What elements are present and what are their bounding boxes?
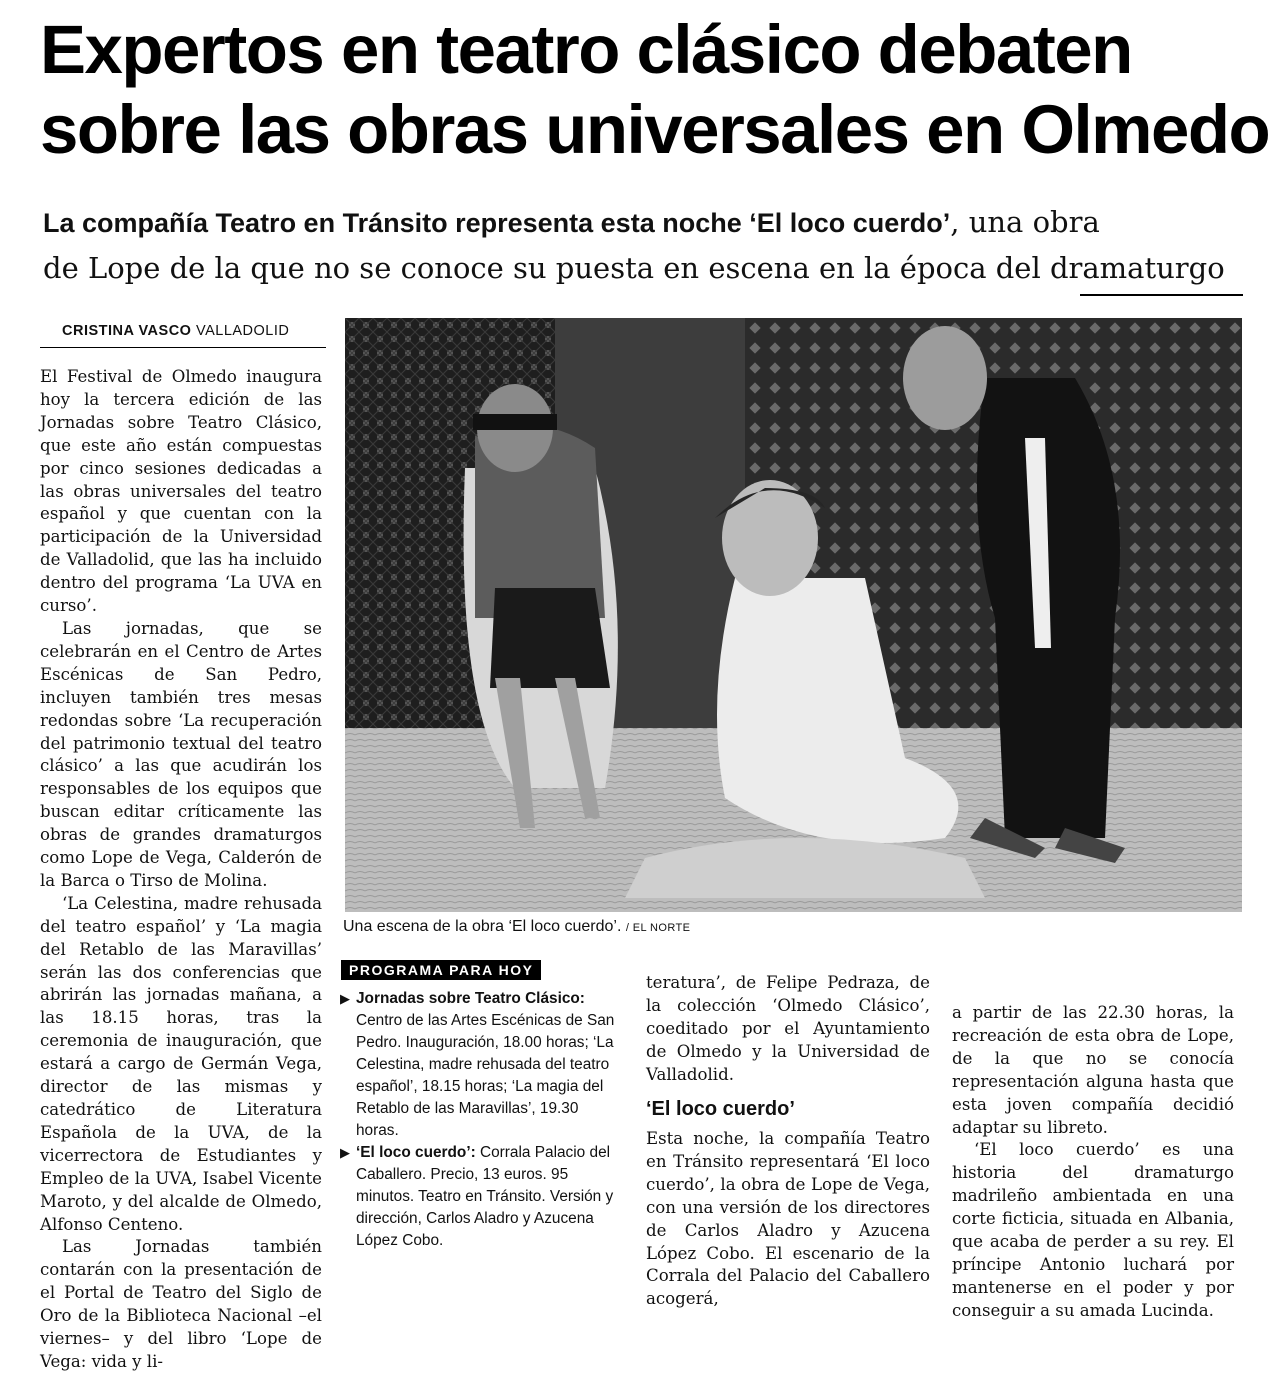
program-item <box>340 988 624 1142</box>
paragraph: Las jornadas, que se celebrarán en el Centro de Artes Escénicas de San Pedro, incluyen también tres mesas redondas sobre ‘La recuperación del patrimonio textual del teatro clásico’ a las que acudirán los responsables de los equipos que buscan editar críticamente las obras de grandes dramaturgos como Lope de Vega, Calderón de la Barca o Tirso de Molina. <box>40 618 322 890</box>
byline <box>62 323 289 339</box>
subheadline-lead: La compañía Teatro en Tránsito representa esta noche ‘El loco cuerdo’ <box>43 208 951 238</box>
article-column-3-continued <box>646 1128 930 1311</box>
program-item-title: ‘El loco cuerdo’: <box>356 1144 476 1161</box>
headline <box>40 10 1269 170</box>
paragraph: El Festival de Olmedo inaugura hoy la tercera edición de las Jornadas sobre Teatro Clásico, que este año están compuestas por cinco sesiones dedicadas a las obras universales del teatro español y que cuentan con la participación de la Universidad de Valladolid, que las ha incluido dentro del programa ‘La UVA en curso’. <box>40 367 322 616</box>
article-column-4 <box>952 1002 1234 1323</box>
program-item-text: Corrala Palacio del Caballero. Precio, 13 euros. 95 minutos. Teatro en Tránsito. Versión y dirección, Carlos Aladro y Azucena López Cobo. <box>356 1144 614 1249</box>
program-box <box>340 988 624 1252</box>
paragraph: ‘El loco cuerdo’ es una historia del dramaturgo madrileño ambientada en una corte ficticia, situada en Albania, que acaba de perder a su rey. El príncipe Antonio luchará por mantenerse en el poder y por conseguir a su amada Lucinda. <box>952 1140 1234 1320</box>
triangle-bullet-icon: ▶ <box>340 1145 350 1160</box>
subheadline-line-2: de Lope de la que no se conoce su puesta en escena en la época del dramaturgo <box>43 251 1225 285</box>
subhead-rule <box>1080 294 1243 296</box>
byline-location: VALLADOLID <box>195 323 290 339</box>
program-item-text: Centro de las Artes Escénicas de San Pedro. Inauguración, 18.00 horas; ‘La Celestina, madre rehusada del teatro español’, 18.15 horas; ‘La magia del Retablo de las Maravillas’, 19.30 horas. <box>356 1012 615 1139</box>
triangle-bullet-icon: ▶ <box>340 991 350 1006</box>
headline-line-2: sobre las obras universales en Olmedo <box>40 91 1269 168</box>
program-item <box>340 1142 624 1252</box>
subheadline-line-1 <box>43 200 1243 246</box>
caption-text: Una escena de la obra ‘El loco cuerdo’. <box>343 918 622 935</box>
photo-credit: / EL NORTE <box>625 922 691 934</box>
headline-line-1: Expertos en teatro clásico debaten <box>40 11 1132 88</box>
paragraph: Esta noche, la compañía Teatro en Tránsito representará ‘El loco cuerdo’, la obra de Lope de Vega, con una versión de los directores de Carlos Aladro y Azucena López Cobo. El escenario de la Corrala del Palacio del Caballero acogerá, <box>646 1129 930 1309</box>
paragraph: ‘La Celestina, madre rehusada del teatro español’ y ‘La magia del Retablo de las Maravillas’ serán las dos conferencias que abrirán las jornadas mañana, a las 18.15 horas, tras la ceremonia de inauguración, que estará a cargo de Germán Vega, director de las mismas y catedrático de Literatura Española de la UVA, de la vicerrectora de Estudiantes y Empleo de la UVA, Isabel Vicente Maroto, y del alcalde de Olmedo, Alfonso Centeno. <box>40 893 322 1234</box>
article-column-3 <box>646 972 930 1087</box>
paragraph: teratura’, de Felipe Pedraza, de la colección ‘Olmedo Clásico’, coeditado por el Ayuntamiento de Olmedo y la Universidad de Valladolid. <box>646 973 930 1084</box>
subheadline <box>43 200 1243 291</box>
byline-author: CRISTINA VASCO <box>62 323 192 339</box>
byline-rule <box>40 347 326 348</box>
paragraph: Las Jornadas también contarán con la presentación de el Portal de Teatro del Siglo de Oro de la Biblioteca Nacional –el viernes– y del libro ‘Lope de Vega: vida y li- <box>40 1237 322 1371</box>
article-column-1 <box>40 366 322 1374</box>
paragraph: a partir de las 22.30 horas, la recreación de esta obra de Lope, de la que no se conocía representación alguna hasta que esta joven compañía decidió adaptar su libreto. <box>952 1003 1234 1137</box>
photo-caption <box>343 918 690 936</box>
section-title: ‘El loco cuerdo’ <box>646 1098 795 1120</box>
program-item-title: Jornadas sobre Teatro Clásico: <box>356 990 585 1007</box>
stage-photo <box>345 318 1242 912</box>
program-label: PROGRAMA PARA HOY <box>341 960 541 980</box>
subheadline-line-1-rest: , una obra <box>950 205 1100 239</box>
